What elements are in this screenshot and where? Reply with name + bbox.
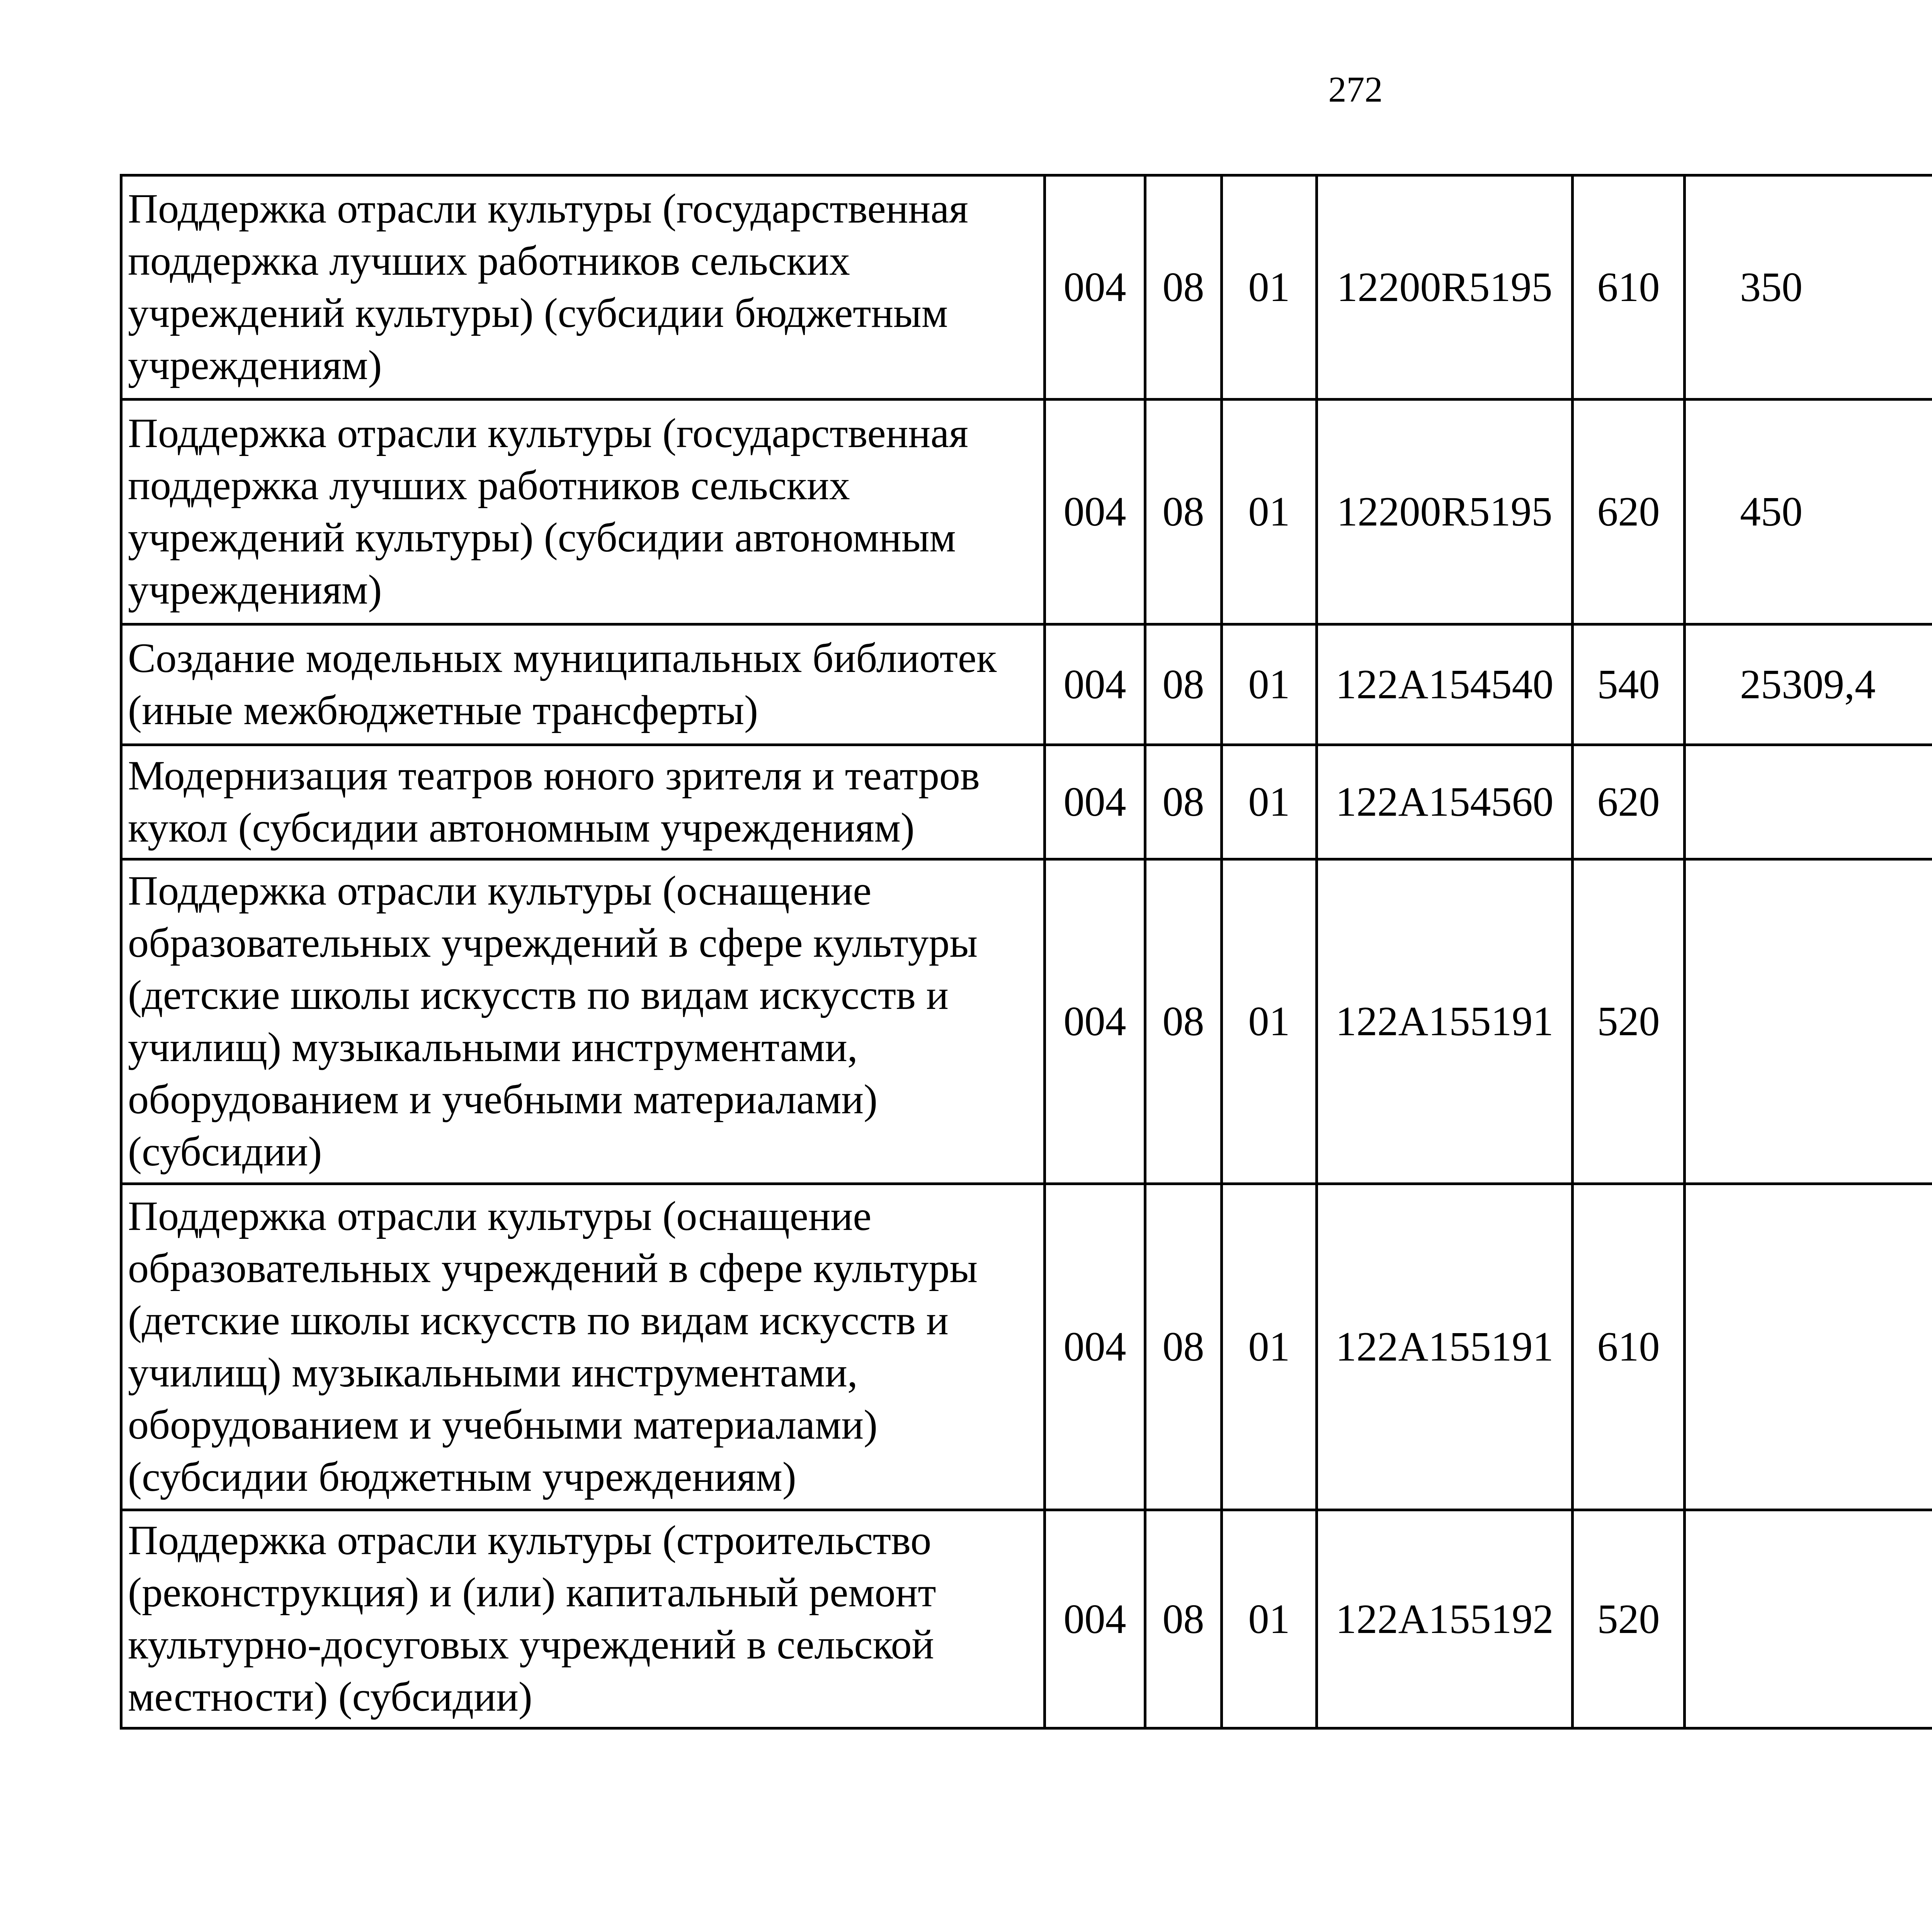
ministry-code: 004 (1045, 745, 1145, 859)
amount-year-1: 25309,4 (1685, 624, 1932, 745)
ministry-code: 004 (1045, 400, 1145, 624)
expense-type-code: 540 (1573, 624, 1685, 745)
target-article-code: 122A155192 (1317, 1510, 1573, 1728)
row-description: Поддержка отрасли культуры (государственная поддержка лучших работников сельских учреждений культуры) (субсидии автономным учреждениям) (121, 400, 1045, 624)
page-number: 272 (1328, 70, 1383, 110)
table-row (121, 859, 1932, 1184)
row-description: Поддержка отрасли культуры (оснащение образовательных учреждений в сфере культуры (детские школы искусств по видам искусств и училищ) музыкальными инструментами, оборудованием и учебными материалами) (субсидии бюджетным учреждениям) (121, 1184, 1045, 1510)
section-code: 08 (1145, 175, 1222, 400)
ministry-code: 004 (1045, 175, 1145, 400)
target-article-code: 12200R5195 (1317, 175, 1573, 400)
ministry-code: 004 (1045, 1510, 1145, 1728)
row-description: Модернизация театров юного зрителя и театров кукол (субсидии автономным учреждениям) (121, 745, 1045, 859)
subsection-code: 01 (1222, 400, 1317, 624)
target-article-code: 122A155191 (1317, 859, 1573, 1184)
section-code: 08 (1145, 624, 1222, 745)
table-row (121, 400, 1932, 624)
expense-type-code: 610 (1573, 1184, 1685, 1510)
amount-year-1 (1685, 1510, 1932, 1728)
subsection-code: 01 (1222, 175, 1317, 400)
expense-type-code: 520 (1573, 1510, 1685, 1728)
expense-type-code: 620 (1573, 745, 1685, 859)
table-row (121, 1510, 1932, 1728)
target-article-code: 122A155191 (1317, 1184, 1573, 1510)
amount-year-1: 350 (1685, 175, 1932, 400)
target-article-code: 122A154560 (1317, 745, 1573, 859)
row-description: Поддержка отрасли культуры (оснащение образовательных учреждений в сфере культуры (детские школы искусств по видам искусств и училищ) музыкальными инструментами, оборудованием и учебными материалами) (субсидии) (121, 859, 1045, 1184)
ministry-code: 004 (1045, 859, 1145, 1184)
table-row (121, 624, 1932, 745)
ministry-code: 004 (1045, 624, 1145, 745)
section-code: 08 (1145, 745, 1222, 859)
amount-year-1 (1685, 859, 1932, 1184)
section-code: 08 (1145, 1510, 1222, 1728)
row-description: Поддержка отрасли культуры (государственная поддержка лучших работников сельских учреждений культуры) (субсидии бюджетным учреждениям) (121, 175, 1045, 400)
subsection-code: 01 (1222, 1510, 1317, 1728)
subsection-code: 01 (1222, 745, 1317, 859)
expense-type-code: 610 (1573, 175, 1685, 400)
subsection-code: 01 (1222, 624, 1317, 745)
subsection-code: 01 (1222, 1184, 1317, 1510)
ministry-code: 004 (1045, 1184, 1145, 1510)
target-article-code: 122A154540 (1317, 624, 1573, 745)
expense-type-code: 620 (1573, 400, 1685, 624)
section-code: 08 (1145, 400, 1222, 624)
target-article-code: 12200R5195 (1317, 400, 1573, 624)
table-row (121, 175, 1932, 400)
row-description: Создание модельных муниципальных библиотек (иные межбюджетные трансферты) (121, 624, 1045, 745)
table-row (121, 745, 1932, 859)
section-code: 08 (1145, 1184, 1222, 1510)
subsection-code: 01 (1222, 859, 1317, 1184)
section-code: 08 (1145, 859, 1222, 1184)
table-row (121, 1184, 1932, 1510)
amount-year-1 (1685, 1184, 1932, 1510)
expense-type-code: 520 (1573, 859, 1685, 1184)
amount-year-1: 450 (1685, 400, 1932, 624)
budget-table (120, 174, 1932, 1730)
row-description: Поддержка отрасли культуры (строительство (реконструкция) и (или) капитальный ремонт культурно-досуговых учреждений в сельской местности) (субсидии) (121, 1510, 1045, 1728)
amount-year-1 (1685, 745, 1932, 859)
